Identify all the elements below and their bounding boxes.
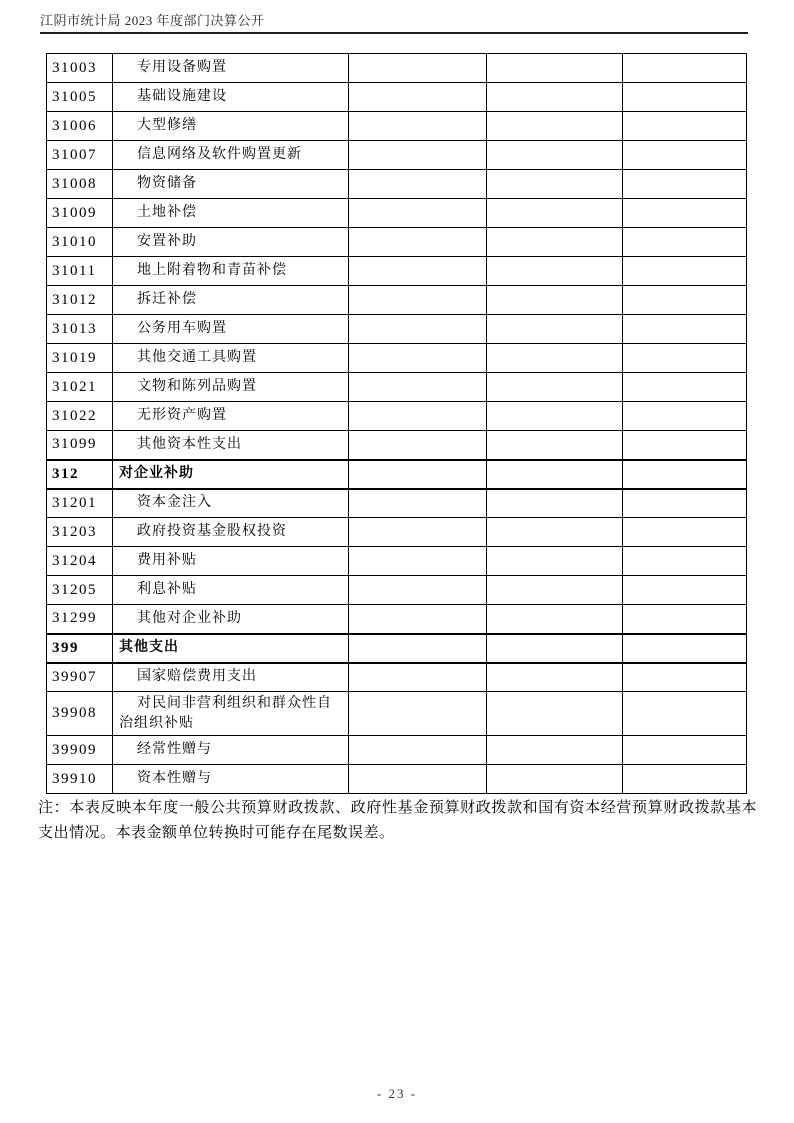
row-label: 其他对企业补助 [113,605,349,634]
row-code: 31005 [47,83,113,112]
document-header [40,10,748,34]
table-row [47,431,747,460]
row-label: 政府投资基金股权投资 [113,518,349,547]
row-code: 31099 [47,431,113,460]
row-code: 31019 [47,344,113,373]
row-label: 费用补贴 [113,547,349,576]
value-cell [349,431,487,460]
table-row [47,170,747,199]
row-label: 土地补偿 [113,199,349,228]
value-cell [487,54,623,83]
row-label: 信息网络及软件购置更新 [113,141,349,170]
value-cell [349,373,487,402]
value-cell [349,54,487,83]
value-cell [487,765,623,794]
value-cell [623,692,747,736]
value-cell [349,170,487,199]
row-code: 312 [47,460,113,489]
row-label: 专用设备购置 [113,54,349,83]
section-row [47,634,747,663]
page-number: - 23 - [376,1086,418,1101]
value-cell [487,373,623,402]
row-code: 31007 [47,141,113,170]
table-note: 注：本表反映本年度一般公共预算财政拨款、政府性基金预算财政拨款和国有资本经营预算财政拨款基本支出情况。本表金额单位转换时可能存在尾数误差。 [38,800,757,841]
value-cell [623,765,747,794]
row-code: 31008 [47,170,113,199]
value-cell [349,141,487,170]
row-code: 31013 [47,315,113,344]
table-row [47,228,747,257]
value-cell [623,112,747,141]
value-cell [487,547,623,576]
value-cell [487,663,623,692]
value-cell [349,634,487,663]
table-row [47,576,747,605]
row-label: 物资储备 [113,170,349,199]
row-code: 31010 [47,228,113,257]
table-row [47,286,747,315]
row-label: 地上附着物和青苗补偿 [113,257,349,286]
row-code: 31201 [47,489,113,518]
row-code: 31299 [47,605,113,634]
table-row [47,605,747,634]
budget-table-body [47,54,747,794]
table-row [47,257,747,286]
row-label: 拆迁补偿 [113,286,349,315]
value-cell [349,286,487,315]
table-row [47,736,747,765]
value-cell [349,112,487,141]
value-cell [623,576,747,605]
table-row [47,54,747,83]
value-cell [349,460,487,489]
value-cell [487,692,623,736]
value-cell [487,736,623,765]
value-cell [487,286,623,315]
value-cell [349,315,487,344]
value-cell [623,736,747,765]
value-cell [349,489,487,518]
value-cell [349,547,487,576]
value-cell [487,112,623,141]
table-row [47,402,747,431]
table-row [47,489,747,518]
value-cell [623,431,747,460]
row-code: 31009 [47,199,113,228]
row-code: 31006 [47,112,113,141]
value-cell [349,402,487,431]
value-cell [623,257,747,286]
row-code: 39910 [47,765,113,794]
value-cell [487,634,623,663]
row-code: 31022 [47,402,113,431]
value-cell [349,663,487,692]
value-cell [349,228,487,257]
value-cell [623,199,747,228]
value-cell [623,518,747,547]
row-label: 基础设施建设 [113,83,349,112]
value-cell [349,518,487,547]
value-cell [623,402,747,431]
row-label: 对民间非营利组织和群众性自治组织补贴 [113,692,349,736]
value-cell [349,605,487,634]
value-cell [623,373,747,402]
value-cell [487,518,623,547]
row-code: 399 [47,634,113,663]
row-code: 31012 [47,286,113,315]
row-code: 39908 [47,692,113,736]
value-cell [487,228,623,257]
value-cell [487,431,623,460]
value-cell [487,170,623,199]
row-label: 国家赔偿费用支出 [113,663,349,692]
row-label: 安置补助 [113,228,349,257]
table-row [47,765,747,794]
value-cell [623,141,747,170]
page-footer [0,1086,794,1102]
row-code: 39907 [47,663,113,692]
document-header-title: 江阴市统计局 2023 年度部门决算公开 [40,13,265,28]
row-label: 其他支出 [113,634,349,663]
row-code: 39909 [47,736,113,765]
value-cell [487,489,623,518]
value-cell [623,286,747,315]
section-row [47,460,747,489]
row-label: 无形资产购置 [113,402,349,431]
value-cell [487,460,623,489]
table-row [47,344,747,373]
table-row [47,518,747,547]
value-cell [487,344,623,373]
value-cell [349,692,487,736]
row-code: 31203 [47,518,113,547]
row-label: 利息补贴 [113,576,349,605]
value-cell [487,141,623,170]
budget-table [46,53,747,794]
value-cell [349,257,487,286]
value-cell [487,576,623,605]
value-cell [349,736,487,765]
value-cell [623,489,747,518]
value-cell [623,228,747,257]
value-cell [623,460,747,489]
row-code: 31204 [47,547,113,576]
value-cell [487,83,623,112]
table-row [47,315,747,344]
value-cell [623,605,747,634]
row-label: 资本性赠与 [113,765,349,794]
row-code: 31021 [47,373,113,402]
value-cell [623,663,747,692]
value-cell [349,765,487,794]
row-code: 31011 [47,257,113,286]
value-cell [349,199,487,228]
value-cell [487,199,623,228]
value-cell [349,344,487,373]
row-code: 31003 [47,54,113,83]
row-label: 其他交通工具购置 [113,344,349,373]
table-row [47,199,747,228]
value-cell [623,547,747,576]
value-cell [623,344,747,373]
table-row [47,112,747,141]
table-row [47,83,747,112]
value-cell [623,170,747,199]
row-label: 资本金注入 [113,489,349,518]
row-label: 公务用车购置 [113,315,349,344]
value-cell [487,315,623,344]
value-cell [623,634,747,663]
table-row [47,663,747,692]
value-cell [487,605,623,634]
value-cell [623,315,747,344]
row-code: 31205 [47,576,113,605]
row-label: 其他资本性支出 [113,431,349,460]
value-cell [349,576,487,605]
row-label: 经常性赠与 [113,736,349,765]
value-cell [487,402,623,431]
value-cell [487,257,623,286]
table-row [47,373,747,402]
value-cell [349,83,487,112]
row-label: 对企业补助 [113,460,349,489]
table-row [47,692,747,736]
table-row [47,547,747,576]
value-cell [623,83,747,112]
table-row [47,141,747,170]
row-label: 大型修缮 [113,112,349,141]
value-cell [623,54,747,83]
row-label: 文物和陈列品购置 [113,373,349,402]
